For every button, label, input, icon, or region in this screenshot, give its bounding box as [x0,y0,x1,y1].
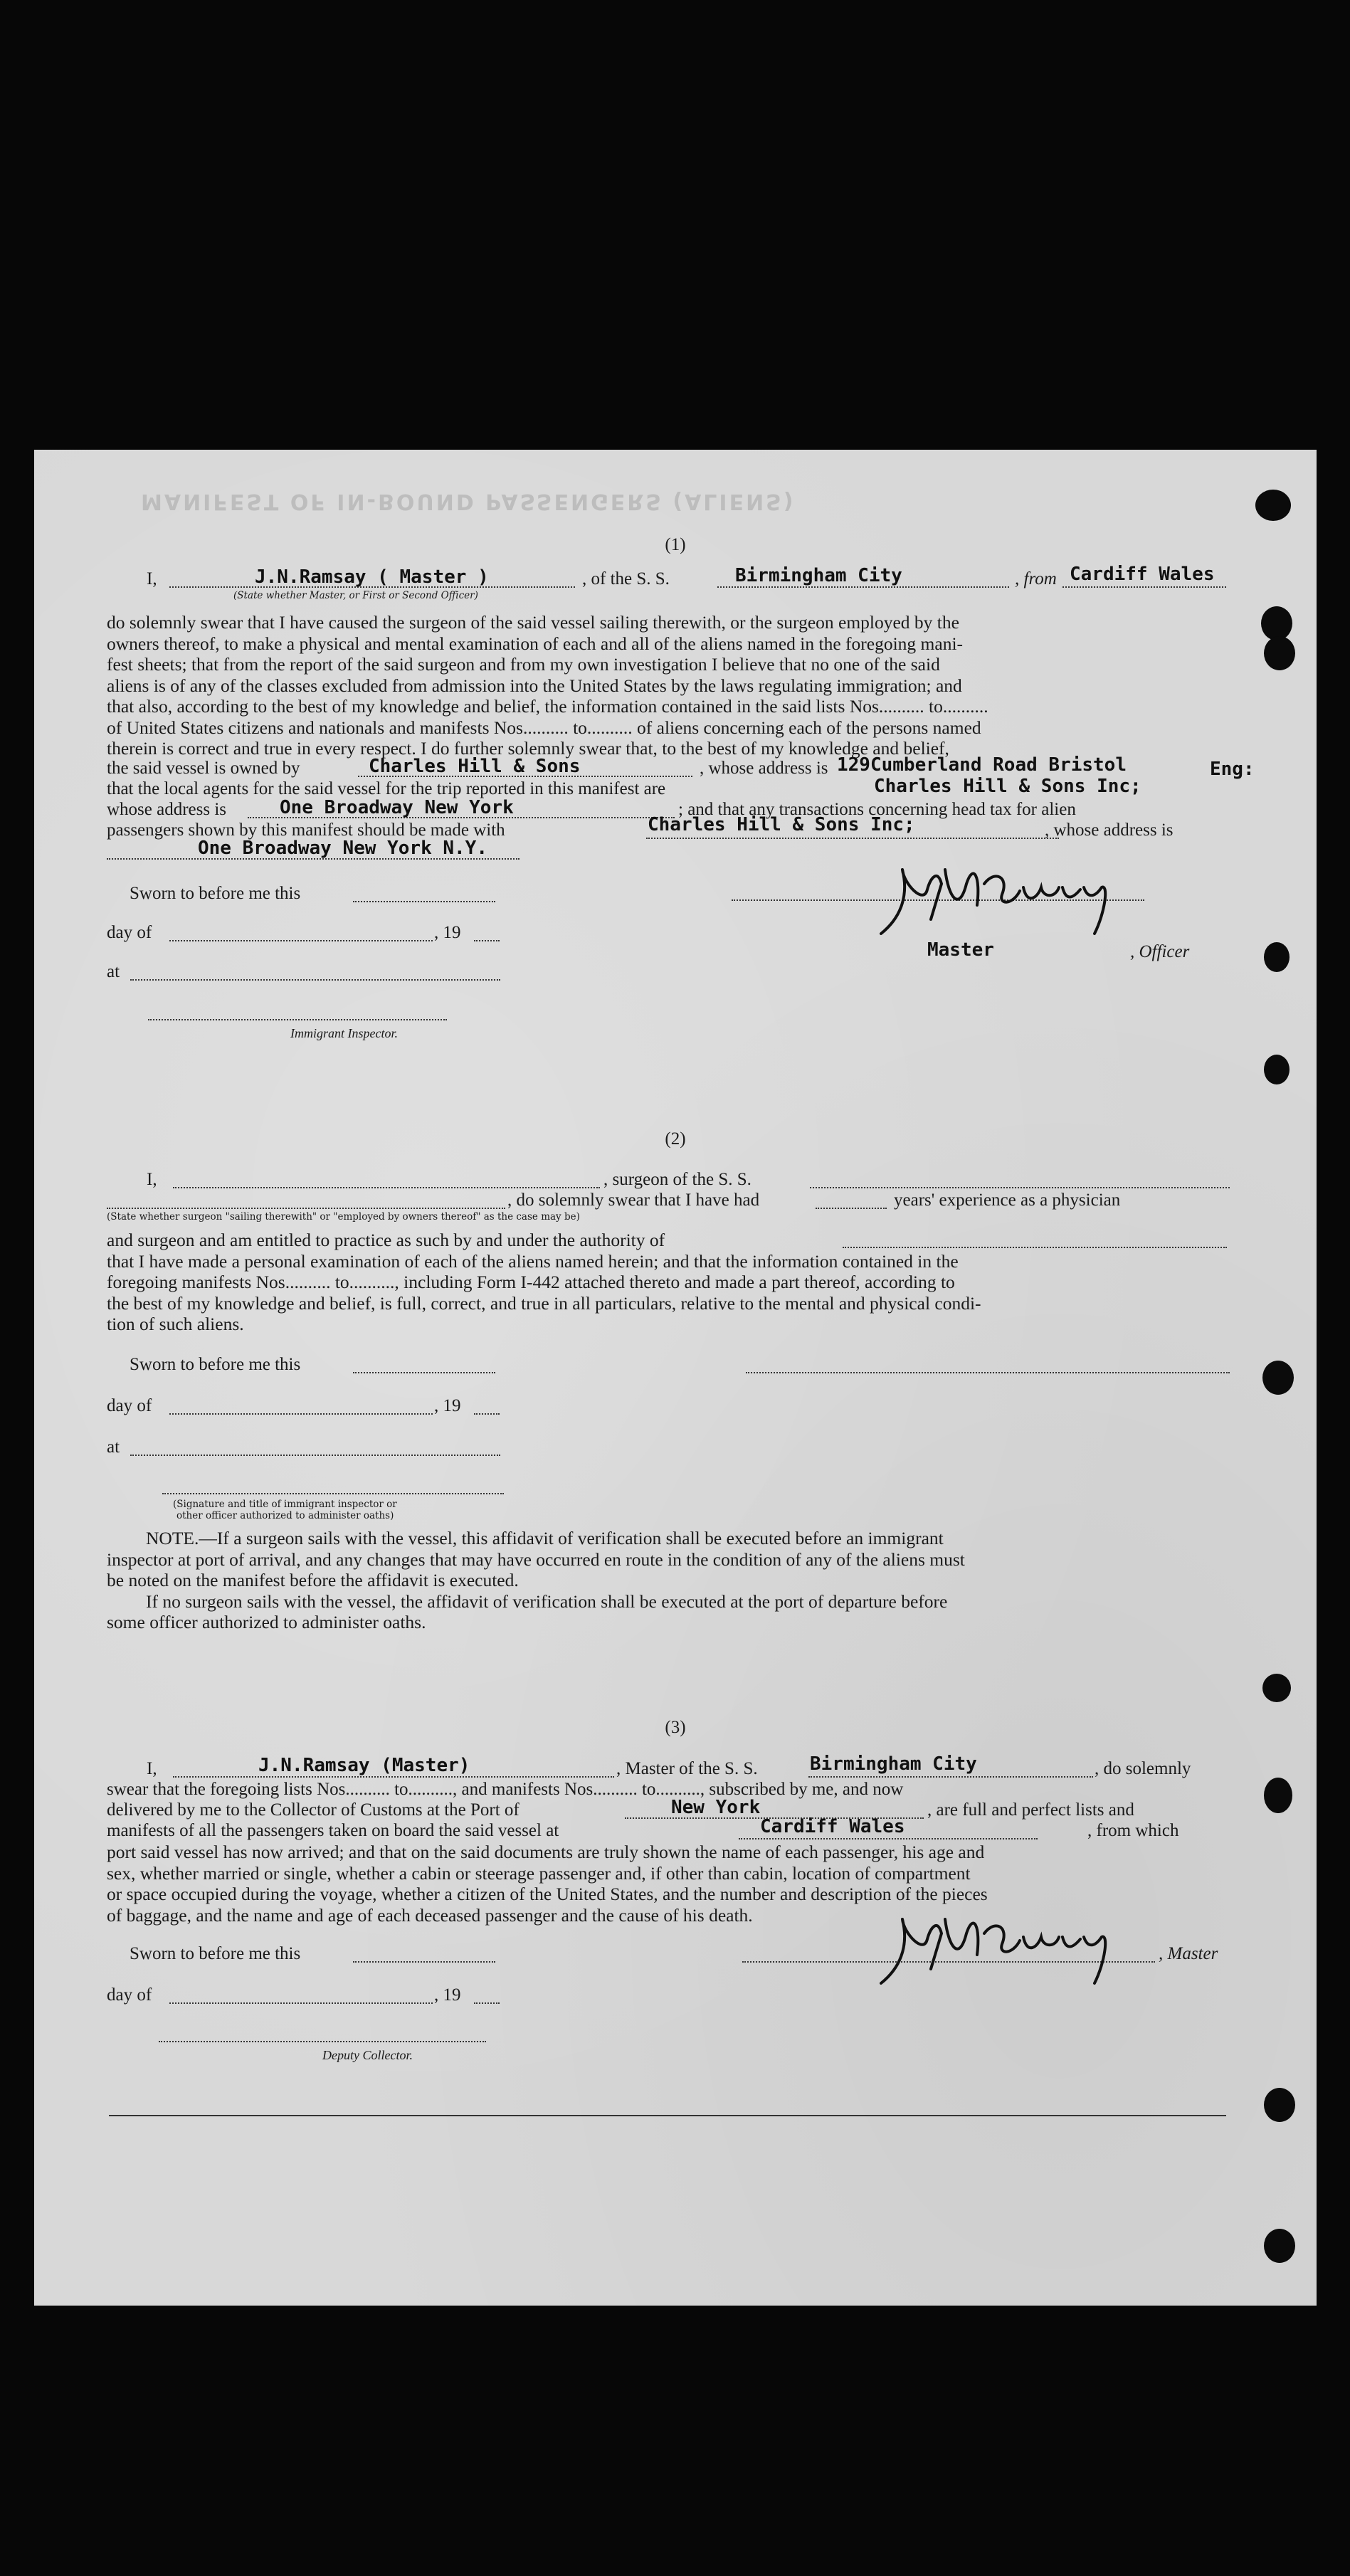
section-2-swear: , do solemnly swear that I have had [507,1191,760,1210]
s2-line-0: and surgeon and am entitled to practice as such by and under the authority of [107,1230,665,1250]
s3-year-line [474,2002,500,2004]
s1-year-line [474,940,500,941]
s1-line-4: that also, according to the best of my knowledge and belief, the information contained in the said lists Nos.......... to.......... [107,696,988,717]
s2-sworn: Sworn to before me this [130,1355,301,1374]
s1-line-0: do solemnly swear that I have caused the surgeon of the said vessel sailing therewith, or the surgeon employed by the [107,612,959,633]
section-1-vessel: Birmingham City [735,565,902,586]
section-3-master-of-ss: , Master of the S. S. [616,1759,758,1778]
section-1-from: , from [1015,569,1057,588]
s1-inspector-line [148,1019,447,1020]
punch-hole-10 [1264,2229,1295,2263]
s2-at: at [107,1437,120,1457]
port-line [1062,586,1226,588]
s2-line-4: tion of such aliens. [107,1314,244,1334]
note-line-1: inspector at port of arrival, and any changes that may have occurred en route in the condition of any of the aliens must [107,1548,965,1570]
punch-hole-7 [1262,1674,1291,1702]
section-1-body [107,612,1231,759]
s1-line-5: of United States citizens and nationals and manifests Nos.......... to.......... of aliens concerning each of the persons named [107,717,981,738]
s3-taken-line [739,1838,1038,1839]
agents-prefix: that the local agents for the said vessel for the trip reported in this manifest are [107,779,666,798]
s1-sworn-line [353,901,495,902]
s3-master-line [173,1776,614,1778]
section-2-body [107,1230,1231,1335]
section-1-port: Cardiff Wales [1070,564,1215,585]
s3-body-3: of baggage, and the name and age of each deceased passenger and the cause of his death. [107,1904,753,1926]
s1-at: at [107,962,120,981]
paper [34,450,1317,2306]
s2-line-1: that I have made a personal examination of each of the aliens named herein; and that the information contained in the [107,1250,959,1272]
s3-taken-prefix: manifests of all the passengers taken on board the said vessel at [107,1821,559,1840]
s2-line-3: the best of my knowledge and belief, is full, correct, and true in all particulars, relative to the mental and physical condi- [107,1292,981,1314]
note-line-0: NOTE.—If a surgeon sails with the vessel, this affidavit of verification shall be executed before an immigrant [146,1528,944,1548]
punch-hole-6 [1262,1361,1294,1395]
agents-address: One Broadway New York [280,797,514,818]
s2-caption-2: other officer authorized to administer oaths) [176,1510,394,1521]
s3-sworn-line [353,1961,495,1963]
punch-hole-8 [1264,1778,1292,1813]
section-3-solemnly: , do solemnly [1095,1759,1191,1778]
note-line-3: If no surgeon sails with the vessel, the affidavit of verification shall be executed at the port of departure before [146,1590,948,1612]
s1-line-2: fest sheets; that from the report of the said surgeon and from my own investigation I believe that no one of the said [107,654,940,675]
s3-day-line [169,2002,433,2004]
s3-taken-at: Cardiff Wales [760,1816,905,1837]
s1-inspector-caption: Immigrant Inspector. [290,1026,398,1040]
headtax-prefix: passengers shown by this manifest should be made with [107,820,505,840]
s3-port: New York [671,1797,761,1818]
note-block [107,1528,1231,1633]
s3-sworn: Sworn to before me this [130,1944,301,1963]
section-2-caption: (State whether surgeon "sailing therewith" or "employed by owners thereof" as the case may be) [107,1211,580,1223]
bleed-through-heading: MANIFEST OF IN-BOUND PASSENGERS (ALIENS) [141,489,796,514]
s2-caption-1: (Signature and title of immigrant inspector or [173,1499,397,1510]
note-line-4: some officer authorized to administer oaths. [107,1612,426,1632]
section-1-number: (1) [665,535,686,554]
s2-vessel-line [810,1187,1230,1188]
section-3-i: I, [147,1759,157,1778]
s1-line-1: owners thereof, to make a physical and mental examination of each and all of the aliens named in the foregoing mani- [107,633,964,654]
owned-by-prefix: the said vessel is owned by [107,759,300,778]
owner-address: 129Cumberland Road Bristol [837,754,1127,776]
section-3-number: (3) [665,1718,686,1737]
s2-year: , 19 [434,1396,461,1415]
owner-whose-address: , whose address is [700,759,828,778]
section-2-surgeon-label: , surgeon of the S. S. [603,1170,752,1189]
section-2-i: I, [147,1170,157,1189]
owner-name: Charles Hill & Sons [369,756,581,777]
s2-at-line [130,1455,500,1456]
section-1-master-name: J.N.Ramsay ( Master ) [255,566,489,588]
s1-day-line [169,940,433,941]
punch-hole-1 [1255,490,1291,521]
s2-day-line [169,1413,433,1415]
s3-collector-line [159,2041,486,2042]
s3-taken-suffix: , from which [1087,1821,1179,1840]
bottom-rule [109,2115,1226,2116]
agents-address-suffix: ; and that any transactions concerning head tax for alien [678,800,1076,819]
punch-hole-4 [1264,942,1290,972]
s3-vessel-line [808,1776,1093,1778]
s3-collector-caption: Deputy Collector. [322,2048,413,2062]
headtax-party: Charles Hill & Sons Inc; [648,814,915,835]
s2-line-2: foregoing manifests Nos.......... to.........., including Form I-442 attached thereto and made a part thereof, according to [107,1272,955,1292]
section-1-of-ss: , of the S. S. [582,569,670,588]
section-1-officer-caption: (State whether Master, or First or Second Officer) [233,590,478,601]
vessel-line [717,586,1009,588]
s2-authority-line [843,1247,1227,1248]
headtax-address: One Broadway New York N.Y. [198,838,487,859]
master-signature-1 [860,855,1159,941]
s2-name-line [173,1187,600,1188]
section-2-number: (2) [665,1129,686,1149]
s3-port-prefix: delivered by me to the Collector of Customs at the Port of [107,1800,520,1820]
officer-label: , Officer [1130,942,1190,961]
s3-year: , 19 [434,1985,461,2005]
headtax-line [646,838,1059,839]
s3-master-label: , Master [1159,1944,1218,1963]
s3-line-2: swear that the foregoing lists Nos.......... to.........., and manifests Nos.......... to.........., subscribed by me, and now [107,1780,904,1799]
s1-sworn: Sworn to before me this [130,884,301,903]
punch-hole-2 [1261,606,1292,640]
section-2-experience: years' experience as a physician [894,1191,1121,1210]
section-3-master-name: J.N.Ramsay (Master) [258,1755,470,1776]
headtax-address-label: , whose address is [1045,820,1174,840]
s1-at-line [130,979,500,981]
s2-years-line [816,1208,887,1209]
s3-body-1: sex, whether married or single, whether a cabin or steerage passenger and, if other than cabin, location of compartment [107,1862,971,1884]
s2-type-line [107,1208,505,1209]
s2-signature-line [746,1372,1230,1373]
punch-hole-5 [1264,1055,1290,1084]
s2-year-line [474,1413,500,1415]
s1-line-6: therein is correct and true in every respect. I do further solemnly swear that, to the best of my knowledge and belief, [107,738,949,759]
s3-body-2: or space occupied during the voyage, whether a citizen of the United States, and the number and description of the pieces [107,1884,988,1904]
s1-line-3: aliens is of any of the classes excluded from admission into the United States by the laws regulating immigration; and [107,675,962,696]
punch-hole-3 [1264,636,1295,670]
s1-year: , 19 [434,923,461,942]
s2-inspector-line [162,1493,504,1494]
signer-title: Master [927,939,994,961]
agents-name: Charles Hill & Sons Inc; [874,776,1141,797]
s1-day: day of [107,923,152,942]
s2-sworn-line [353,1372,495,1373]
master-signature-2 [860,1905,1159,1990]
agents-address-prefix: whose address is [107,800,227,819]
s3-day: day of [107,1985,152,2005]
s3-body-0: port said vessel has now arrived; and that on the said documents are truly shown the name of each passenger, his age and [107,1842,985,1862]
punch-hole-9 [1264,2088,1295,2122]
section-1-i: I, [147,569,157,588]
s3-port-suffix: , are full and perfect lists and [927,1800,1134,1820]
note-line-2: be noted on the manifest before the affidavit is executed. [107,1570,519,1590]
owner-address-suffix: Eng: [1210,759,1255,780]
section-3-vessel: Birmingham City [810,1753,977,1775]
s2-day: day of [107,1396,152,1415]
